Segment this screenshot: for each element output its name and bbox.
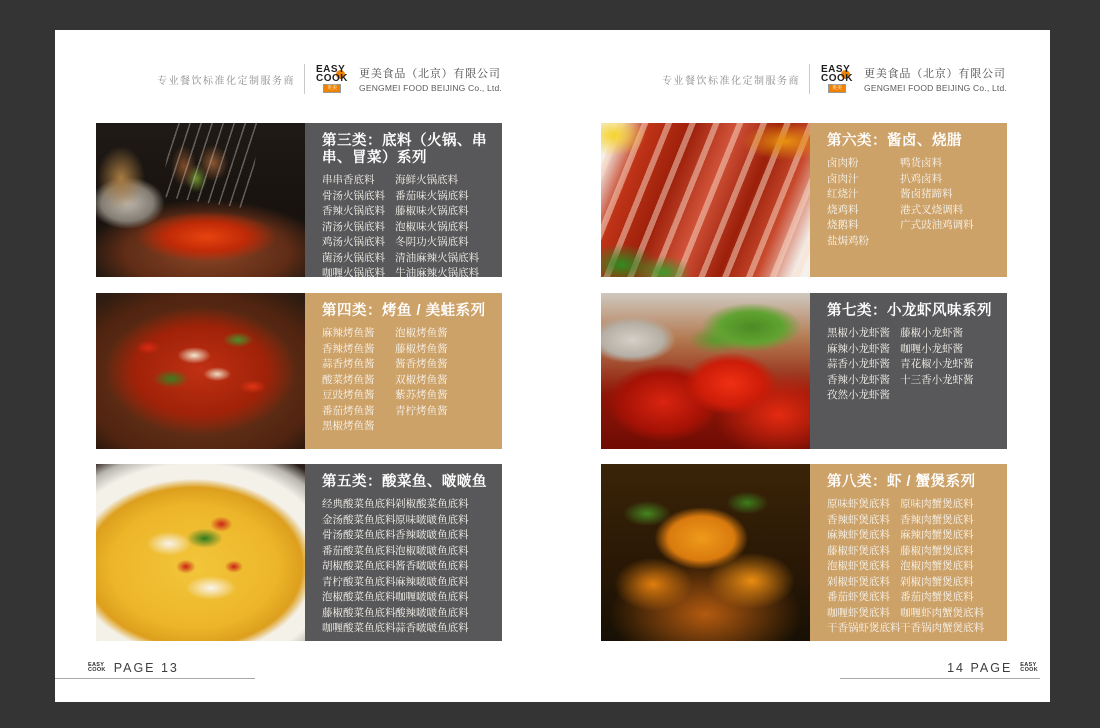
- product-item: 青柠烤鱼酱: [395, 404, 448, 417]
- product-column-1: [322, 326, 395, 435]
- company-block: [864, 65, 1007, 93]
- product-list: [827, 156, 997, 249]
- product-item: 红烧汁: [827, 188, 859, 201]
- product-item: 盐焗鸡粉: [827, 234, 869, 247]
- page-number-left: PAGE 13: [113, 661, 179, 675]
- product-item: 原味啵啵鱼底料: [395, 513, 469, 526]
- pickled-fish-soup-photo: [96, 464, 305, 641]
- section-panel: [810, 123, 1007, 277]
- left-page: [96, 123, 502, 671]
- product-item: 酱香烤鱼酱: [395, 358, 448, 371]
- company-name-en: GENGMEI FOOD BEIJING Co., Ltd.: [359, 83, 502, 93]
- grilled-fish-photo: [96, 293, 305, 449]
- company-block: [359, 65, 502, 93]
- product-item: 菌汤火锅底料: [322, 251, 385, 264]
- hotpot-skewers-photo: [96, 123, 305, 277]
- product-item: 青花椒小龙虾酱: [900, 358, 974, 371]
- logo-word-bottom: COOK: [821, 73, 854, 84]
- product-item: 酱卤猪蹄料: [900, 188, 953, 201]
- product-item: 泡椒啵啵鱼底料: [395, 544, 469, 557]
- product-item: 广式豉油鸡调料: [900, 219, 974, 232]
- product-item: 麻辣烤鱼酱: [322, 327, 375, 340]
- section-title: 第八类：虾 / 蟹煲系列: [827, 474, 976, 490]
- section-row-braised-meats: [601, 123, 1007, 277]
- product-column-2: [900, 326, 997, 404]
- mini-logo-bottom: COOK: [1020, 667, 1038, 673]
- company-name-en: GENGMEI FOOD BEIJING Co., Ltd.: [864, 83, 1007, 93]
- easycook-logo: [314, 65, 350, 93]
- product-item: 冬阴功火锅底料: [395, 236, 469, 249]
- product-item: 清油麻辣火锅底料: [395, 251, 480, 264]
- brand-tagline: 专业餐饮标准化定制服务商: [662, 75, 801, 87]
- section-title: 第六类：酱卤、烧腊: [827, 133, 962, 149]
- product-item: 港式叉烧调料: [900, 203, 964, 216]
- section-title: 第五类：酸菜鱼、啵啵鱼: [322, 474, 487, 490]
- product-item: 咖喱酸菜鱼底料: [322, 622, 396, 635]
- product-item: 清汤火锅底料: [322, 220, 385, 233]
- footer-rule-left: [55, 678, 255, 679]
- product-column-1: [827, 497, 900, 637]
- company-name-cn: 更美食品（北京）有限公司: [359, 68, 501, 80]
- mini-logo-top: EASY: [1020, 662, 1037, 668]
- product-list: [322, 173, 492, 282]
- product-item: 蒜香啵啵鱼底料: [395, 622, 469, 635]
- product-item: 番茄虾煲底料: [827, 591, 890, 604]
- product-item: 酸辣啵啵鱼底料: [395, 606, 469, 619]
- product-item: 孜然小龙虾酱: [827, 389, 890, 402]
- product-item: 酸菜烤鱼酱: [322, 373, 375, 386]
- product-column-1: [827, 156, 900, 249]
- easycook-mini-logo: [1020, 663, 1038, 673]
- product-item: 原味肉蟹煲底料: [900, 498, 974, 511]
- mini-logo-bottom: COOK: [88, 667, 106, 673]
- header-divider: [809, 64, 810, 94]
- product-item: 豆豉烤鱼酱: [322, 389, 375, 402]
- section-row-shrimp-crab-pot: [601, 464, 1007, 641]
- product-item: 番茄肉蟹煲底料: [900, 591, 974, 604]
- logo-word-bottom: COOK: [316, 73, 349, 84]
- easycook-mini-logo: [88, 663, 106, 673]
- product-item: 烧鹅料: [827, 219, 859, 232]
- product-item: 剁椒虾煲底料: [827, 575, 890, 588]
- product-item: 扒鸡卤料: [900, 172, 943, 185]
- product-item: 泡椒虾煲底料: [827, 560, 890, 573]
- footer-rule-right: [840, 678, 1040, 679]
- product-item: 胡椒酸菜鱼底料: [322, 560, 396, 573]
- page-footer-right: [947, 661, 1038, 675]
- product-item: 香辣火锅底料: [322, 205, 385, 218]
- logo-wordmark: [316, 65, 348, 83]
- product-item: 藤椒酸菜鱼底料: [322, 606, 396, 619]
- logo-word-top: EASY: [316, 64, 346, 75]
- product-column-2: [900, 497, 997, 637]
- page-header-right: [601, 64, 1007, 94]
- product-item: 番茄烤鱼酱: [322, 404, 375, 417]
- product-item: 双椒烤鱼酱: [395, 373, 448, 386]
- product-item: 紫苏烤鱼酱: [395, 389, 448, 402]
- product-item: 剁椒肉蟹煲底料: [900, 575, 974, 588]
- product-item: 黑椒小龙虾酱: [827, 327, 890, 340]
- product-item: 经典酸菜鱼底料: [322, 498, 396, 511]
- product-column-1: [322, 173, 395, 282]
- product-item: 香辣小龙虾酱: [827, 373, 890, 386]
- product-item: 藤椒小龙虾酱: [900, 327, 964, 340]
- product-list: [827, 326, 997, 404]
- product-item: 泡椒烤鱼酱: [395, 327, 448, 340]
- easycook-logo: [819, 65, 855, 93]
- product-list: [322, 326, 492, 435]
- product-item: 金汤酸菜鱼底料: [322, 513, 396, 526]
- logo-badge: 更美: [828, 84, 846, 93]
- product-item: 泡椒酸菜鱼底料: [322, 591, 396, 604]
- header-divider: [304, 64, 305, 94]
- brand-tagline: 专业餐饮标准化定制服务商: [157, 75, 296, 87]
- page-number-right: 14 PAGE: [947, 661, 1013, 675]
- product-column-2: [395, 173, 492, 282]
- product-item: 藤椒虾煲底料: [827, 544, 890, 557]
- product-item: 香辣虾煲底料: [827, 513, 890, 526]
- page-footer-left: [88, 661, 179, 675]
- product-item: 藤椒味火锅底料: [395, 205, 469, 218]
- section-title: 第三类：底料（火锅、串串、冒菜）系列: [322, 133, 487, 167]
- product-column-1: [322, 497, 395, 637]
- product-item: 番茄酸菜鱼底料: [322, 544, 396, 557]
- logo-wordmark: [821, 65, 853, 83]
- product-item: 藤椒肉蟹煲底料: [900, 544, 974, 557]
- product-item: 番茄味火锅底料: [395, 189, 469, 202]
- product-item: 骨汤酸菜鱼底料: [322, 529, 396, 542]
- product-item: 蒜香烤鱼酱: [322, 358, 375, 371]
- product-item: 泡椒味火锅底料: [395, 220, 469, 233]
- product-item: 蒜香小龙虾酱: [827, 358, 890, 371]
- product-item: 麻辣肉蟹煲底料: [900, 529, 974, 542]
- product-item: 麻辣小龙虾酱: [827, 342, 890, 355]
- product-item: 香辣啵啵鱼底料: [395, 529, 469, 542]
- product-item: 香辣烤鱼酱: [322, 342, 375, 355]
- product-item: 卤肉粉: [827, 157, 859, 170]
- section-title: 第七类：小龙虾风味系列: [827, 303, 992, 319]
- product-item: 烧鸡料: [827, 203, 859, 216]
- logo-word-top: EASY: [821, 64, 851, 75]
- product-item: 藤椒烤鱼酱: [395, 342, 448, 355]
- product-item: 咖喱小龙虾酱: [900, 342, 964, 355]
- product-list: [322, 497, 492, 637]
- product-item: 鸡汤火锅底料: [322, 236, 385, 249]
- crab-pot-photo: [601, 464, 810, 641]
- section-panel: [305, 123, 502, 280]
- product-item: 咖喱火锅底料: [322, 267, 385, 280]
- product-item: 麻辣啵啵鱼底料: [395, 575, 469, 588]
- product-column-2: [395, 497, 492, 637]
- product-item: 咖喱虾肉蟹煲底料: [900, 606, 985, 619]
- logo-badge: 更美: [323, 84, 341, 93]
- product-item: 十三香小龙虾酱: [900, 373, 974, 386]
- product-item: 骨汤火锅底料: [322, 189, 385, 202]
- charsiu-pork-photo: [601, 123, 810, 277]
- product-item: 酱香啵啵鱼底料: [395, 560, 469, 573]
- product-item: 鸭货卤料: [900, 157, 943, 170]
- product-item: 咖喱虾煲底料: [827, 606, 890, 619]
- product-item: 黑椒烤鱼酱: [322, 420, 375, 433]
- product-list: [827, 497, 997, 637]
- section-row-crayfish: [601, 293, 1007, 449]
- company-name-cn: 更美食品（北京）有限公司: [864, 68, 1006, 80]
- crayfish-photo: [601, 293, 810, 449]
- product-item: 香辣肉蟹煲底料: [900, 513, 974, 526]
- product-item: 原味虾煲底料: [827, 498, 890, 511]
- product-item: 串串香底料: [322, 174, 375, 187]
- product-column-1: [827, 326, 900, 404]
- section-title: 第四类：烤鱼 / 美蛙系列: [322, 303, 486, 319]
- section-panel: [305, 464, 502, 641]
- section-row-pickled-fish: [96, 464, 502, 641]
- product-item: 干香锅肉蟹煲底料: [900, 622, 985, 635]
- product-item: 青柠酸菜鱼底料: [322, 575, 396, 588]
- right-page: [601, 123, 1007, 671]
- catalog-spread: [55, 30, 1050, 702]
- section-row-grilled-fish: [96, 293, 502, 449]
- page-header-left: [96, 64, 502, 94]
- product-item: 麻辣虾煲底料: [827, 529, 890, 542]
- section-panel: [810, 293, 1007, 449]
- product-column-2: [395, 326, 492, 435]
- product-item: 卤肉汁: [827, 172, 859, 185]
- product-item: 干香锅虾煲底料: [827, 622, 901, 635]
- product-column-2: [900, 156, 997, 249]
- product-item: 咖喱啵啵鱼底料: [395, 591, 469, 604]
- mini-logo-top: EASY: [88, 662, 105, 668]
- product-item: 牛油麻辣火锅底料: [395, 267, 480, 280]
- product-item: 泡椒肉蟹煲底料: [900, 560, 974, 573]
- section-panel: [305, 293, 502, 449]
- product-item: 剁椒酸菜鱼底料: [395, 498, 469, 511]
- product-item: 海鲜火锅底料: [395, 174, 459, 187]
- section-panel: [810, 464, 1007, 641]
- section-row-hotpot-bases: [96, 123, 502, 280]
